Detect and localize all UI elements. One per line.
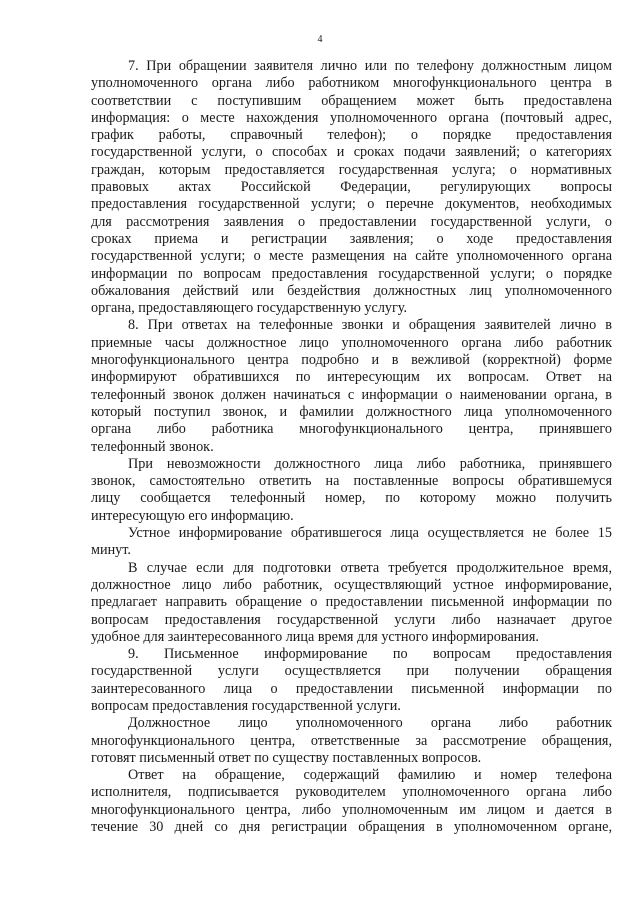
text-line: вопросам предоставления государственной услуги либо назначает другое (91, 611, 612, 628)
text-line: звонок, самостоятельно ответить на поставленные вопросы обратившемуся (91, 473, 612, 490)
text-line: график работы, справочный телефон); о порядке предоставления (91, 127, 612, 144)
text-line: сроках приема и регистрации заявления; о ходе предоставления (91, 230, 612, 247)
text-line: государственной услуги; о месте размещения на сайте уполномоченного органа (91, 248, 612, 265)
text-line: приемные часы должностное лицо уполномоченного органа либо работник (91, 334, 612, 351)
text-line: информации по вопросам предоставления государственной услуги; о порядке (91, 265, 612, 282)
text-line: В случае если для подготовки ответа требуется продолжительное время, (128, 559, 612, 576)
text-line: который поступил звонок, и фамилии должностного лица уполномоченного (91, 403, 612, 420)
text-line: заинтересованного лица о предоставлении письменной информации по (91, 680, 612, 697)
text-line: обжалования действий или бездействия должностных лиц уполномоченного (91, 282, 612, 299)
text-line: готовят письменный ответ по существу поставленных вопросов. (91, 749, 482, 766)
paragraph (91, 317, 612, 455)
text-line: информируют обратившихся по интересующим их вопросам. Ответ на (91, 369, 612, 386)
text-line: вопросам предоставления государственной услуги. (91, 697, 401, 714)
text-line: предлагает направить обращение о предоставлении письменной информации по (91, 594, 612, 611)
paragraph (91, 560, 612, 646)
text-line: многофункционального центра подробно и в вежливой (корректной) форме (91, 352, 612, 369)
text-line: Ответ на обращение, содержащий фамилию и номер телефона (128, 767, 612, 784)
paragraph (91, 525, 612, 560)
text-line: должностное лицо либо работник, осуществляющий устное информирование, (91, 576, 612, 593)
text-line: 7. При обращении заявителя лично или по телефону должностным лицом (128, 58, 612, 74)
text-line: граждан, которым предоставляется государственная услуга; о нормативных (91, 161, 612, 178)
text-line: течение 30 дней со дня регистрации обращения в уполномоченном органе, (91, 819, 612, 836)
text-line: правовых актах Российской Федерации, регулирующих вопросы (91, 179, 612, 196)
paragraph (91, 715, 612, 767)
text-line: лицу сообщается телефонный номер, по которому можно получить (91, 490, 612, 507)
text-line: интересующую его информацию. (91, 507, 294, 524)
paragraph (91, 646, 612, 715)
page-number: 4 (317, 34, 323, 45)
paragraph (91, 456, 612, 525)
document-body (91, 58, 612, 836)
text-line: органа либо работника многофункционального центра, принявшего (91, 421, 612, 438)
paragraph (91, 767, 612, 836)
text-line: удобное для заинтересованного лица время для устного информирования. (91, 628, 539, 645)
text-line: При невозможности должностного лица либо работника, принявшего (128, 455, 612, 472)
text-line: 9. Письменное информирование по вопросам предоставления (128, 646, 612, 663)
text-line: информация: о месте нахождения уполномоченного органа (почтовый адрес, (91, 109, 612, 126)
text-line: телефонный звонок. (91, 438, 214, 455)
text-line: государственной услуги, о способах и сроках подачи заявлений; о категориях (91, 144, 612, 161)
text-line: Должностное лицо уполномоченного органа либо работник (128, 715, 612, 732)
text-line: предоставления государственной услуги; о перечне документов, необходимых (91, 196, 612, 213)
text-line: уполномоченного органа либо работником многофункционального центра в (91, 75, 612, 92)
text-line: для рассмотрения заявления о предоставлении государственной услуги, о (91, 213, 612, 230)
text-line: многофункционального центра, либо уполномоченным им лицом и дается в (91, 801, 612, 818)
text-line: многофункционального центра, ответственные за рассмотрение обращения, (91, 732, 612, 749)
text-line: Устное информирование обратившегося лица осуществляется не более 15 (128, 525, 612, 542)
paragraph (91, 58, 612, 317)
text-line: телефонный звонок должен начинаться с информации о наименовании органа, в (91, 386, 612, 403)
text-line: органа, предоставляющего государственную услугу. (91, 300, 408, 317)
text-line: государственной услуги осуществляется при получении обращения (91, 663, 612, 680)
text-line: исполнителя, подписывается руководителем уполномоченного органа либо (91, 784, 612, 801)
text-line: минут. (91, 542, 131, 559)
text-line: соответствии с поступившим обращением может быть предоставлена (91, 92, 612, 109)
text-line: 8. При ответах на телефонные звонки и обращения заявителей лично в (128, 317, 612, 334)
